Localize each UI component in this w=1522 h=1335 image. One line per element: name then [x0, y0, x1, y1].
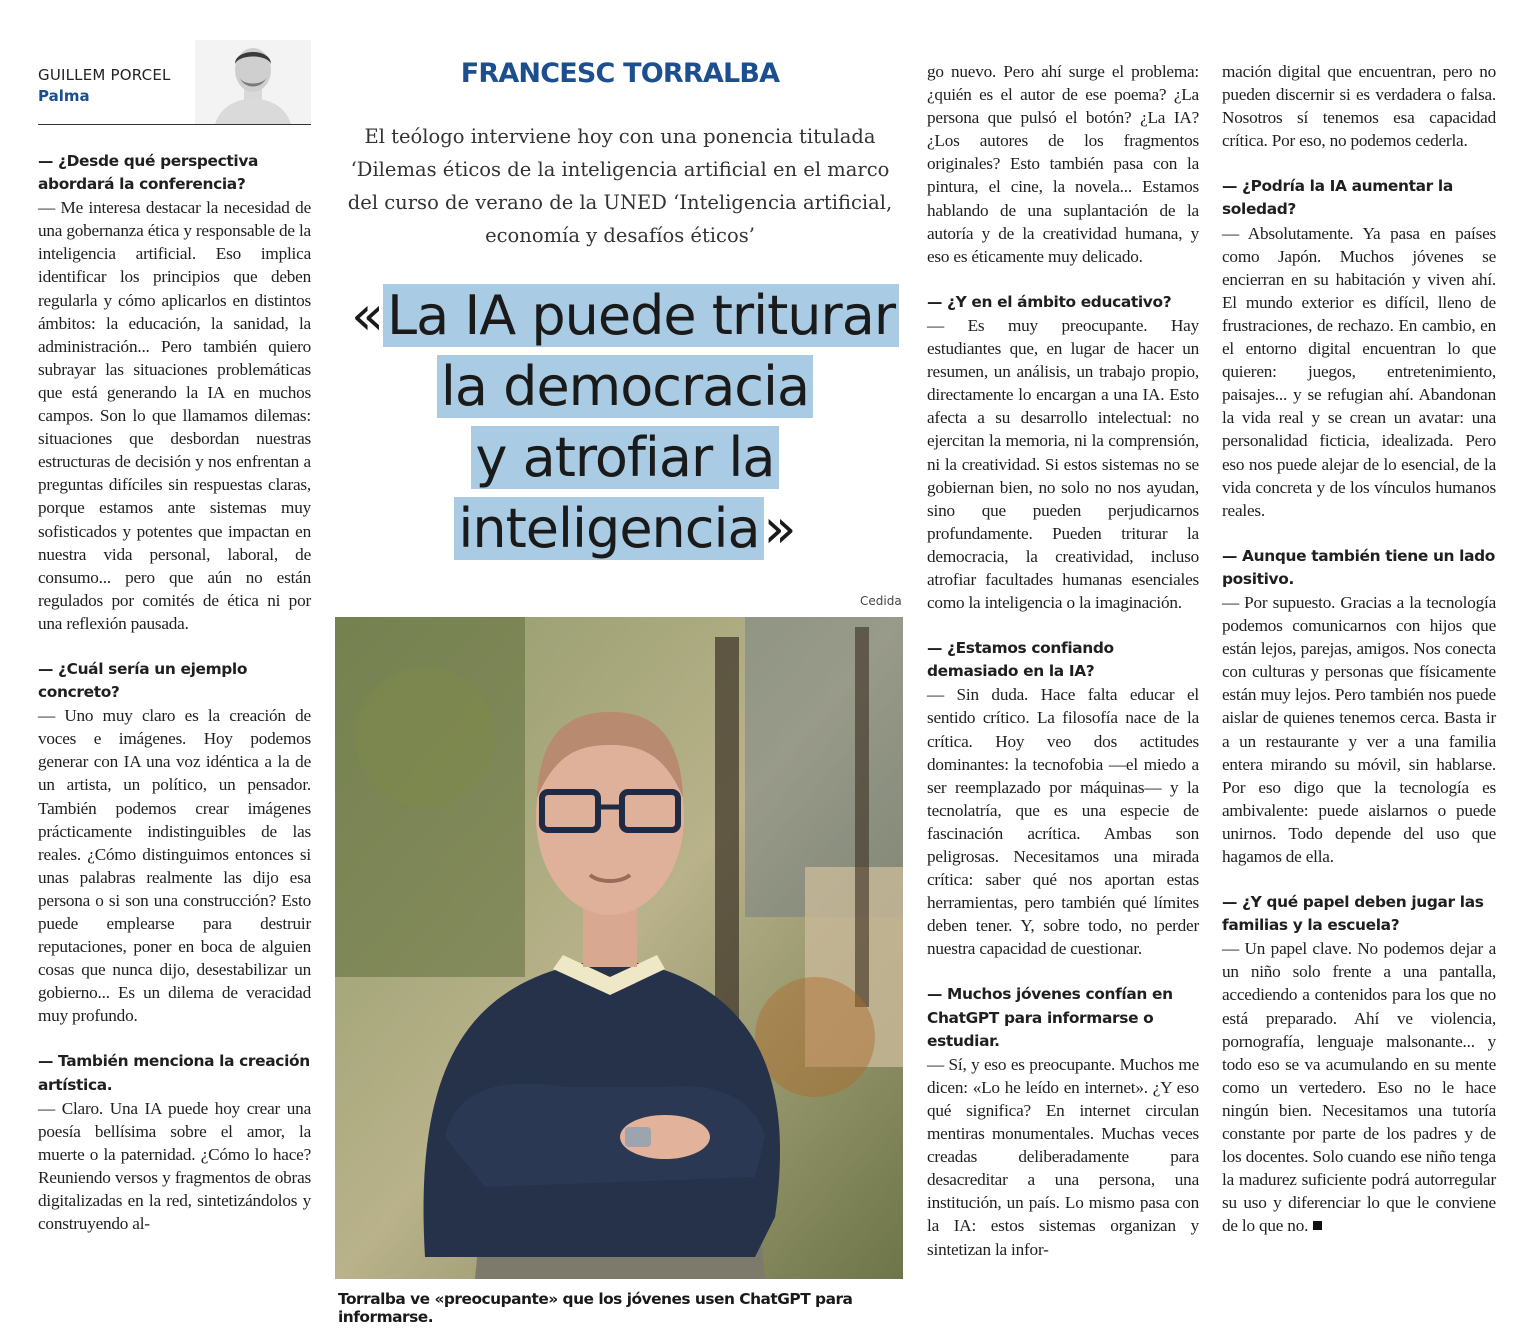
answer: — Sí, y eso es preocupante. Muchos me dicen: «Lo he leído en internet». ¿Y eso qué significa? En internet circulan mentiras monumentales. Muchas veces creadas deliberadamente para desacreditar a una persona, una institución, un país. Lo mismo pasa con la IA: estos sistemas organizan y sintetizan la infor- — [927, 1054, 1199, 1259]
author-portrait — [195, 40, 311, 124]
quote-line-3: y atrofiar la — [471, 426, 778, 489]
quote-line-2: la democracia — [437, 355, 813, 418]
byline — [38, 66, 171, 105]
answer: — Uno muy claro es la creación de voces e imágenes. Hoy podemos generar con IA una voz idéntica a la de un artista, un político, un pensador. También podemos crear imágenes prácticamente indistinguibles de las reales. ¿Cómo distinguimos entonces si unas palabras realmente las dijo esa persona o si son una construcción? Esto puede emplearse para destruir reputaciones, poner en boca de alguien cosas que nunca dijo, desestabilizar un gobierno... Es un dilema de veracidad muy profundo. — [38, 706, 311, 1026]
intro-text: El teólogo interviene hoy con una ponencia titulada ‘Dilemas éticos de la inteligencia artificial en el marco del curso de verano de la UNED ‘Inteligencia artificial, economía y desafíos éticos’ — [347, 125, 893, 247]
text-column-2 — [927, 60, 1199, 1261]
answer: — Sin duda. Hace falta educar el sentido crítico. La filosofía nace de la crítica. Hoy veo dos actitudes dominantes: la tecnofobia —el miedo a ser reemplazado por máquinas— y la tecnolatría, que es una especie de fascinación acrítica. Ambas son peligrosas. Necesitamos una mirada crítica: saber qué nos aportan estas herramientas, pero también qué límites deben tener. Y, sobre todo, no perder nuestra capacidad de cuestionar. — [927, 685, 1199, 959]
quote-line-1: La IA puede triturar — [383, 284, 899, 347]
question: — Aunque también tiene un lado positivo. — [1222, 546, 1496, 588]
quote-line-4: inteligencia — [454, 497, 763, 560]
text-column-1 — [38, 150, 311, 1235]
quote-open-mark: « — [350, 284, 383, 347]
question: — ¿Estamos confiando demasiado en la IA? — [927, 639, 1114, 681]
answer: — Es muy preocupante. Hay estudiantes que, en lugar de hacer un resumen, un análisis, un trabajo propio, directamente lo encargan a una IA. Esto afecta a su desarrollo intelectual: no ejercitan la memoria, ni la comprensión, ni la creatividad. Si estos sistemas no se gobiernan bien, no solo no nos ayudan, sino que pueden perjudicarnos profundamente. Pueden triturar la democracia, la creatividad, incluso atrofiar facultades humanas esenciales como la inteligencia o la imaginación. — [927, 315, 1199, 613]
author-location: Palma — [38, 87, 90, 105]
answer: — Por supuesto. Gracias a la tecnología podemos comunicarnos con hijos que están lejos, parejas, amigos. Nos conecta con culturas y personas que físicamente están muy lejos. Pero también nos puede aislar de quienes tenemos cerca. Basta ir a un restaurante y ver a una familia entera mirando su móvil, sin hablarse. Por eso digo que la tecnología es ambivalente: puede aislarnos o puede unirnos. Todo depende del uso que hagamos de ella. — [1222, 592, 1496, 866]
question: — ¿Podría la IA aumentar la soledad? — [1222, 177, 1453, 219]
question: — Muchos jóvenes confían en ChatGPT para informarse o estudiar. — [927, 985, 1173, 1050]
author-name: GUILLEM PORCEL — [38, 66, 171, 84]
interview-photo — [335, 617, 903, 1279]
question: — ¿Y qué papel deben jugar las familias y la escuela? — [1222, 893, 1484, 935]
answer: — Absolutamente. Ya pasa en países como Japón. Muchos jóvenes se encierran en su habitación y viven ahí. El mundo exterior es difícil, lleno de frustraciones, de rechazo. En cambio, en el entorno digital encuentran lo que quieren: juegos, entretenimiento, paisajes... y se refugian ahí. Abandonan la vida real y se crean un avatar: una personalidad ficticia, idealizada. Pero eso nos puede alejar de lo esencial, de la vida concreta y de los vínculos humanos reales. — [1222, 223, 1496, 520]
photo-credit: Cedida — [860, 594, 902, 608]
question: — También menciona la creación artística. — [38, 1052, 310, 1094]
answer-continued: mación digital que encuentran, pero no pueden discernir si es verdadera o falsa. Nosotros sí tenemos esa capacidad crítica. Por eso, no podemos cederla. — [1222, 62, 1496, 151]
answer: — Claro. Una IA puede hoy crear una poesía bellísima sobre el amor, la muerte o la paternidad. ¿Cómo lo hace? Reuniendo versos y fragmentos de obras digitalizadas en la red, sintetizándolos y construyendo al- — [38, 1098, 311, 1234]
answer — [1222, 937, 1496, 1237]
answer-continued: go nuevo. Pero ahí surge el problema: ¿quién es el autor de ese poema? ¿La persona que pulsó el botón? ¿La IA? ¿Los autores de los fragmentos originales? Esto también pasa con la pintura, el cine, la novela... Estamos hablando de una suplantación de la autoría y de la creatividad humana, y eso es éticamente muy delicado. — [927, 62, 1199, 266]
end-mark-icon — [1313, 1221, 1322, 1230]
answer-text: — Un papel clave. No podemos dejar a un niño solo frente a una pantalla, accediendo a contenidos para los que no está preparado. Ahí ve violencia, pornografía, lenguaje malsonante... y todo eso se va acumulando en su mente como un vertedero. Eso no le hace ningún bien. Necesitamos una tutoría constante por parte de los padres y de los docentes. Solo cuando ese niño tenga la madurez suficiente podrá autorregular su uso y diferenciar lo que le conviene de lo que no. — [1222, 939, 1496, 1236]
photo-caption: Torralba ve «preocupante» que los jóvenes usen ChatGPT para informarse. — [338, 1290, 853, 1326]
text-column-3 — [1222, 60, 1496, 1238]
question: — ¿Y en el ámbito educativo? — [927, 292, 1172, 311]
quote-close-mark: » — [763, 497, 796, 560]
interviewee-name: FRANCESC TORRALBA — [460, 58, 780, 89]
question: — ¿Desde qué perspectiva abordará la conferencia? — [38, 152, 259, 194]
pull-quote — [335, 280, 915, 564]
byline-divider — [38, 124, 311, 125]
answer: — Me interesa destacar la necesidad de una gobernanza ética y responsable de la inteligencia artificial. Eso implica identificar los principios que deben regularla y cómo aplicarlos en distintos ámbitos: la educación, la sanidad, la administración... Pero también quiero subrayar las situaciones problemáticas que está generando la IA en muchos campos. Son lo que llamamos dilemas: situaciones que desbordan nuestras estructuras de decisión y nos enfrentan a preguntas difíciles sin respuestas claras, porque estamos ante sistemas muy sofisticados y potentes que impactan en nuestra vida personal, laboral, de consumo... pero que aún no están regulados por comités de ética ni por una reflexión pausada. — [38, 198, 311, 633]
question: — ¿Cuál sería un ejemplo concreto? — [38, 659, 248, 702]
